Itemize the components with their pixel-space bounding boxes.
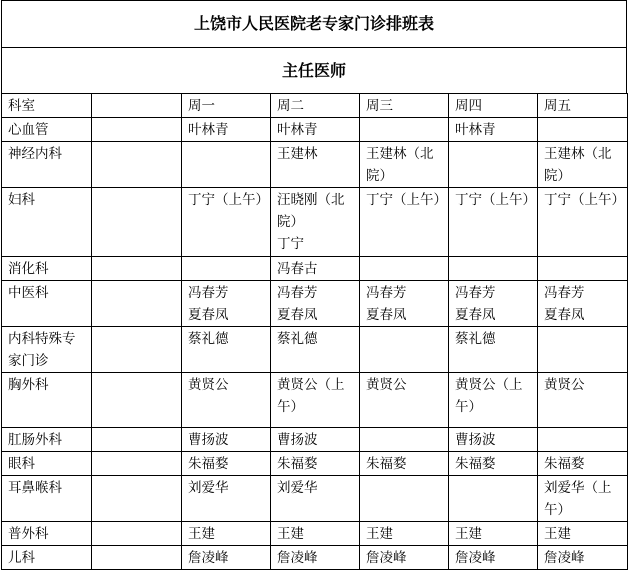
- doctor-name: 汪晓刚（北院）: [277, 192, 345, 230]
- schedule-body: [2, 94, 628, 570]
- dept-cell: 眼科: [2, 452, 92, 476]
- doctor-name: 丁宁（上午）: [188, 192, 269, 208]
- dept-cell: 消化科: [2, 257, 92, 281]
- doctor-cell: [182, 373, 271, 428]
- doctor-cell: [449, 428, 538, 452]
- doctor-name: 刘爱华: [188, 480, 229, 496]
- doctor-cell: [538, 281, 628, 327]
- doctor-name: 丁宁（上午）: [366, 192, 447, 208]
- dept-cell: 内科特殊专家门诊: [2, 327, 92, 373]
- doctor-cell: [449, 522, 538, 546]
- doctor-name: 王建: [455, 526, 482, 542]
- doctor-name: 王建林: [277, 146, 318, 162]
- doctor-name: 王建: [188, 526, 215, 542]
- doctor-cell: [271, 452, 360, 476]
- blank-cell: [92, 281, 182, 327]
- doctor-cell: [360, 142, 449, 188]
- doctor-name: 夏春凤: [455, 307, 496, 323]
- dept-cell: 妇科: [2, 188, 92, 257]
- doctor-cell: [449, 476, 538, 522]
- blank-cell: [92, 327, 182, 373]
- header-day: 周五: [538, 94, 628, 118]
- doctor-cell: [271, 118, 360, 142]
- doctor-name: 冯春芳: [188, 285, 229, 301]
- doctor-cell: [182, 142, 271, 188]
- blank-cell: [92, 522, 182, 546]
- doctor-cell: [360, 327, 449, 373]
- doctor-cell: [538, 476, 628, 522]
- header-dept: 科室: [2, 94, 92, 118]
- doctor-name: 詹凌峰: [188, 550, 229, 566]
- header-row: [2, 94, 628, 118]
- dept-cell: 神经内科: [2, 142, 92, 188]
- blank-cell: [92, 476, 182, 522]
- doctor-name: 朱福婺: [544, 456, 585, 472]
- doctor-cell: [182, 476, 271, 522]
- doctor-name: 刘爱华（上午）: [544, 480, 612, 518]
- doctor-cell: [271, 373, 360, 428]
- doctor-name: 詹凌峰: [455, 550, 496, 566]
- doctor-cell: [182, 327, 271, 373]
- doctor-cell: [538, 373, 628, 428]
- doctor-cell: [271, 142, 360, 188]
- blank-cell: [92, 142, 182, 188]
- doctor-name: 冯春芳: [455, 285, 496, 301]
- doctor-cell: [449, 188, 538, 257]
- table-row: [2, 281, 628, 327]
- table-row: [2, 118, 628, 142]
- doctor-cell: [538, 452, 628, 476]
- doctor-cell: [182, 188, 271, 257]
- table-row: [2, 522, 628, 546]
- doctor-name: 冯春芳: [544, 285, 585, 301]
- doctor-name: 丁宁（上午）: [544, 192, 625, 208]
- doctor-name: 朱福婺: [455, 456, 496, 472]
- doctor-cell: [360, 546, 449, 570]
- doctor-name: 王建: [366, 526, 393, 542]
- doctor-cell: [182, 546, 271, 570]
- doctor-name: 夏春凤: [277, 307, 318, 323]
- page-title: 上饶市人民医院老专家门诊排班表: [1, 0, 627, 47]
- doctor-name: 夏春凤: [188, 307, 229, 323]
- doctor-cell: [538, 428, 628, 452]
- table-row: [2, 428, 628, 452]
- doctor-cell: [360, 373, 449, 428]
- doctor-name: 詹凌峰: [544, 550, 585, 566]
- doctor-name: 王建: [544, 526, 571, 542]
- table-row: [2, 188, 628, 257]
- doctor-name: 叶林青: [455, 122, 496, 138]
- doctor-cell: [449, 257, 538, 281]
- doctor-cell: [360, 476, 449, 522]
- doctor-cell: [271, 428, 360, 452]
- doctor-name: 王建: [277, 526, 304, 542]
- doctor-name: 曹扬波: [455, 432, 496, 448]
- section-subtitle: 主任医师: [1, 47, 627, 93]
- doctor-name: 曹扬波: [188, 432, 229, 448]
- blank-cell: [92, 118, 182, 142]
- doctor-cell: [271, 546, 360, 570]
- doctor-cell: [360, 428, 449, 452]
- doctor-cell: [271, 476, 360, 522]
- doctor-cell: [182, 118, 271, 142]
- doctor-name: 王建林（北院）: [366, 146, 434, 184]
- doctor-cell: [360, 281, 449, 327]
- doctor-name: 丁宁: [277, 236, 304, 252]
- doctor-cell: [182, 452, 271, 476]
- doctor-name: 黄贤公: [544, 377, 585, 393]
- doctor-name: 叶林青: [277, 122, 318, 138]
- doctor-name: 刘爱华: [277, 480, 318, 496]
- doctor-name: 蔡礼德: [188, 331, 229, 347]
- doctor-cell: [271, 188, 360, 257]
- doctor-cell: [538, 327, 628, 373]
- doctor-cell: [360, 452, 449, 476]
- doctor-cell: [449, 281, 538, 327]
- doctor-name: 蔡礼德: [277, 331, 318, 347]
- doctor-cell: [360, 522, 449, 546]
- header-blank: [92, 94, 182, 118]
- dept-cell: 耳鼻喉科: [2, 476, 92, 522]
- doctor-name: 黄贤公: [366, 377, 407, 393]
- doctor-cell: [271, 281, 360, 327]
- doctor-cell: [360, 257, 449, 281]
- doctor-name: 冯春芳: [366, 285, 407, 301]
- table-row: [2, 546, 628, 570]
- doctor-cell: [538, 142, 628, 188]
- doctor-cell: [360, 118, 449, 142]
- doctor-name: 丁宁（上午）: [455, 192, 536, 208]
- schedule-table: [1, 93, 628, 570]
- doctor-name: 黄贤公: [188, 377, 229, 393]
- doctor-cell: [538, 522, 628, 546]
- doctor-cell: [271, 522, 360, 546]
- header-day: 周二: [271, 94, 360, 118]
- doctor-cell: [182, 281, 271, 327]
- doctor-cell: [360, 188, 449, 257]
- doctor-cell: [538, 118, 628, 142]
- table-row: [2, 327, 628, 373]
- schedule-sheet: [1, 0, 627, 570]
- doctor-cell: [449, 546, 538, 570]
- doctor-name: 夏春凤: [544, 307, 585, 323]
- table-row: [2, 476, 628, 522]
- blank-cell: [92, 546, 182, 570]
- dept-cell: 中医科: [2, 281, 92, 327]
- table-row: [2, 373, 628, 428]
- doctor-name: 曹扬波: [277, 432, 318, 448]
- doctor-cell: [449, 373, 538, 428]
- doctor-cell: [538, 188, 628, 257]
- doctor-cell: [271, 327, 360, 373]
- doctor-name: 冯春古: [277, 261, 318, 277]
- dept-cell: 心血管: [2, 118, 92, 142]
- doctor-cell: [538, 257, 628, 281]
- doctor-name: 詹凌峰: [366, 550, 407, 566]
- doctor-cell: [182, 257, 271, 281]
- doctor-cell: [538, 546, 628, 570]
- blank-cell: [92, 188, 182, 257]
- dept-cell: 普外科: [2, 522, 92, 546]
- doctor-name: 朱福婺: [188, 456, 229, 472]
- doctor-name: 詹凌峰: [277, 550, 318, 566]
- table-row: [2, 452, 628, 476]
- doctor-cell: [182, 428, 271, 452]
- header-day: 周一: [182, 94, 271, 118]
- doctor-name: 黄贤公（上午）: [277, 377, 345, 415]
- doctor-name: 蔡礼德: [455, 331, 496, 347]
- doctor-name: 王建林（北院）: [544, 146, 612, 184]
- doctor-cell: [182, 522, 271, 546]
- dept-cell: 肛肠外科: [2, 428, 92, 452]
- doctor-cell: [449, 452, 538, 476]
- dept-cell: 儿科: [2, 546, 92, 570]
- blank-cell: [92, 428, 182, 452]
- blank-cell: [92, 452, 182, 476]
- doctor-name: 叶林青: [188, 122, 229, 138]
- doctor-cell: [449, 142, 538, 188]
- blank-cell: [92, 373, 182, 428]
- doctor-name: 黄贤公（上午）: [455, 377, 523, 415]
- doctor-name: 夏春凤: [366, 307, 407, 323]
- doctor-name: 朱福婺: [277, 456, 318, 472]
- header-day: 周四: [449, 94, 538, 118]
- header-day: 周三: [360, 94, 449, 118]
- doctor-name: 朱福婺: [366, 456, 407, 472]
- blank-cell: [92, 257, 182, 281]
- doctor-name: 冯春芳: [277, 285, 318, 301]
- doctor-cell: [271, 257, 360, 281]
- doctor-cell: [449, 327, 538, 373]
- table-row: [2, 257, 628, 281]
- doctor-cell: [449, 118, 538, 142]
- table-row: [2, 142, 628, 188]
- dept-cell: 胸外科: [2, 373, 92, 428]
